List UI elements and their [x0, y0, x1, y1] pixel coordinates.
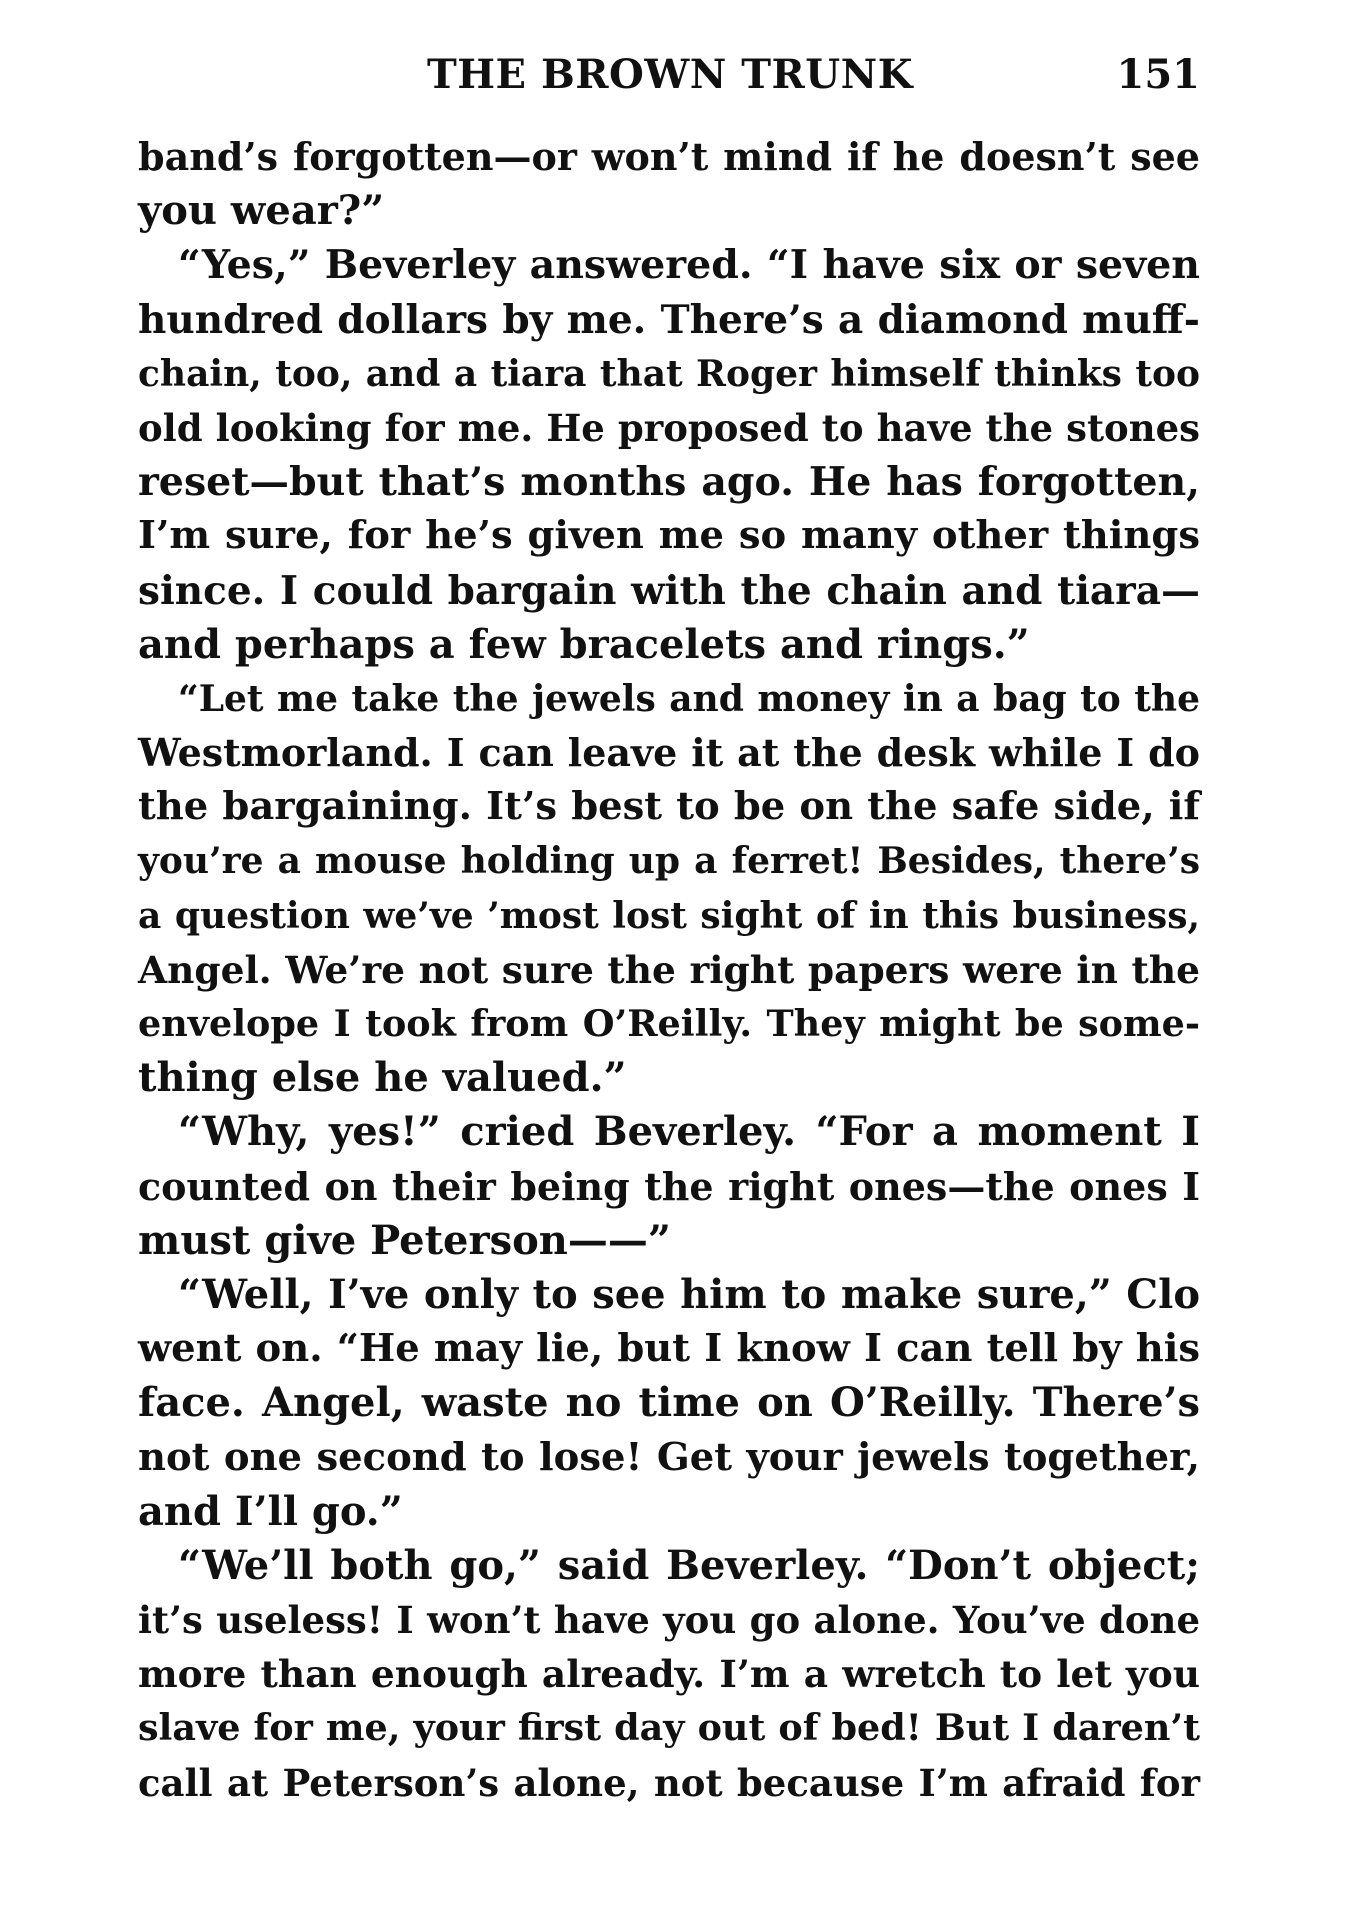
text-line: slave for me, your first day out of bed! But I daren’t: [138, 1706, 1200, 1750]
text-line: more than enough already. I’m a wretch to let you: [138, 1652, 1200, 1697]
page-number: 151: [1116, 51, 1200, 98]
text-line: I’m sure, for he’s given me so many other things: [138, 513, 1200, 559]
text-line: and perhaps a few bracelets and rings.”: [138, 620, 1030, 668]
text-line: thing else he valued.”: [138, 1054, 627, 1102]
text-line: counted on their being the right ones—the ones I: [138, 1163, 1200, 1209]
text-line: the bargaining. It’s best to be on the safe side, if: [138, 784, 1200, 830]
text-line: and I’ll go.”: [138, 1487, 403, 1535]
text-line: “Yes,” Beverley answered. “I have six or seven: [178, 242, 1200, 289]
text-line: “Why, yes!” cried Beverley. “For a moment I: [178, 1108, 1200, 1156]
text-line: call at Peterson’s alone, not because I’m afraid for: [138, 1760, 1200, 1805]
running-title: THE BROWN TRUNK: [427, 51, 913, 98]
text-line: must give Peterson——”: [138, 1216, 671, 1264]
text-line: reset—but that’s months ago. He has forgotten,: [138, 459, 1200, 506]
text-line: “Well, I’ve only to see him to make sure,” Clo: [178, 1270, 1200, 1318]
text-line: not one second to lose! Get your jewels together,: [138, 1434, 1200, 1480]
text-line: Angel. We’re not sure the right papers were in the: [138, 947, 1200, 992]
text-line: “Let me take the jewels and money in a bag to the: [178, 677, 1200, 720]
page-header: [140, 45, 1200, 105]
text-line: Westmorland. I can leave it at the desk while I do: [138, 730, 1200, 776]
text-line: old looking for me. He proposed to have the stones: [138, 405, 1200, 450]
text-line: chain, too, and a tiara that Roger himself thinks too: [138, 352, 1200, 395]
text-line: face. Angel, waste no time on O’Reilly. There’s: [138, 1379, 1200, 1427]
text-line: since. I could bargain with the chain and tiara—: [138, 567, 1200, 614]
text-line: envelope I took from O’Reilly. They might be some-: [138, 1002, 1200, 1045]
text-line: it’s useless! I won’t have you go alone. You’ve done: [138, 1598, 1200, 1643]
text-line: hundred dollars by me. There’s a diamond muff-: [138, 296, 1200, 343]
body-text: [138, 130, 1200, 1810]
text-line: you wear?”: [138, 187, 385, 235]
text-line: band’s forgotten—or won’t mind if he doesn’t see: [138, 134, 1200, 179]
text-line: went on. “He may lie, but I know I can tell by his: [138, 1326, 1200, 1372]
text-line: a question we’ve ’most lost sight of in this business,: [138, 894, 1200, 937]
text-line: you’re a mouse holding up a ferret! Besides, there’s: [138, 840, 1200, 883]
text-line: “We’ll both go,” said Beverley. “Don’t object;: [178, 1541, 1200, 1589]
